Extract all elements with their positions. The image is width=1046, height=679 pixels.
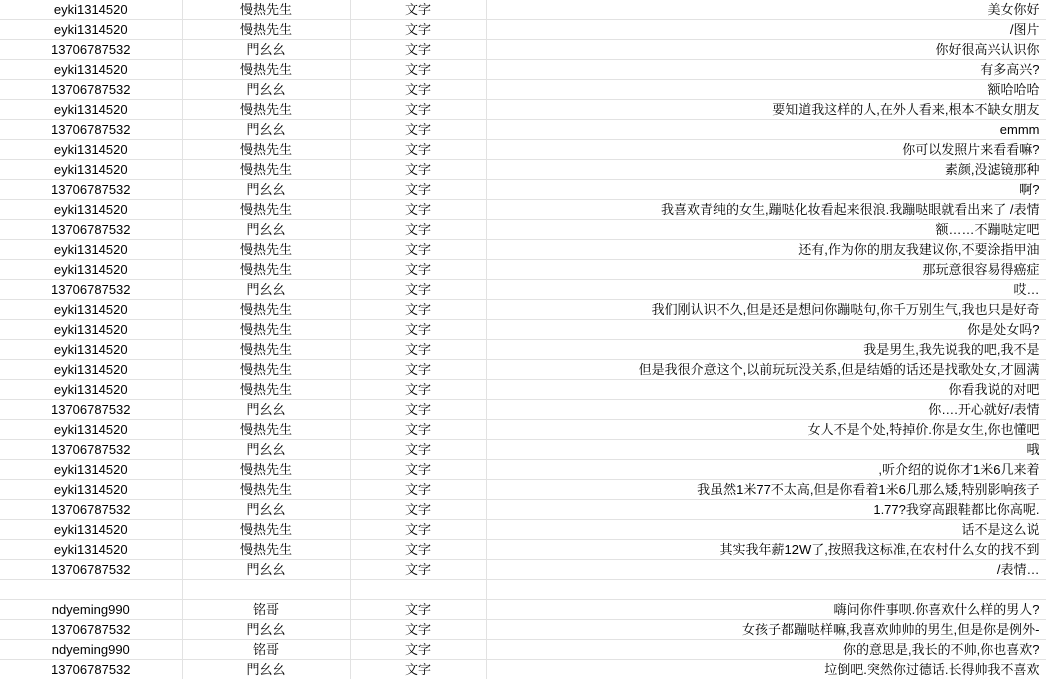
cell-account: 13706787532 bbox=[0, 40, 182, 60]
cell-account: eyki1314520 bbox=[0, 160, 182, 180]
cell-nickname: 慢热先生 bbox=[182, 60, 350, 80]
cell-message-type: 文字 bbox=[350, 360, 486, 380]
cell-message-type: 文字 bbox=[350, 500, 486, 520]
cell-message-type: 文字 bbox=[350, 140, 486, 160]
table-row bbox=[0, 660, 1046, 679]
cell-message: 你….开心就好/表情 bbox=[486, 400, 1046, 420]
cell-message: 女人不是个处,特掉价.你是女生,你也懂吧 bbox=[486, 420, 1046, 440]
cell-nickname: 門幺幺 bbox=[182, 500, 350, 520]
cell-message: 素颜,没滤镜那种 bbox=[486, 160, 1046, 180]
table-row bbox=[0, 500, 1046, 520]
cell-nickname bbox=[182, 580, 350, 600]
cell-nickname: 慢热先生 bbox=[182, 340, 350, 360]
table-row bbox=[0, 380, 1046, 400]
cell-account: eyki1314520 bbox=[0, 0, 182, 20]
cell-nickname: 慢热先生 bbox=[182, 420, 350, 440]
table-row bbox=[0, 400, 1046, 420]
cell-message: /表情… bbox=[486, 560, 1046, 580]
cell-account: eyki1314520 bbox=[0, 240, 182, 260]
cell-message: 有多高兴? bbox=[486, 60, 1046, 80]
cell-message: 女孩子都蹦哒样嘛,我喜欢帅帅的男生,但是你是例外- bbox=[486, 620, 1046, 640]
cell-message-type: 文字 bbox=[350, 160, 486, 180]
table-row bbox=[0, 80, 1046, 100]
cell-account: eyki1314520 bbox=[0, 460, 182, 480]
cell-message: 话不是这么说 bbox=[486, 520, 1046, 540]
cell-message-type bbox=[350, 580, 486, 600]
cell-nickname: 铭哥 bbox=[182, 640, 350, 660]
cell-nickname: 慢热先生 bbox=[182, 240, 350, 260]
cell-message-type: 文字 bbox=[350, 400, 486, 420]
cell-account: eyki1314520 bbox=[0, 300, 182, 320]
cell-message bbox=[486, 580, 1046, 600]
cell-message: 嗨问你件事呗.你喜欢什么样的男人? bbox=[486, 600, 1046, 620]
table-row bbox=[0, 460, 1046, 480]
table-row bbox=[0, 220, 1046, 240]
cell-account: eyki1314520 bbox=[0, 540, 182, 560]
cell-nickname: 慢热先生 bbox=[182, 200, 350, 220]
cell-nickname: 門幺幺 bbox=[182, 620, 350, 640]
cell-account: 13706787532 bbox=[0, 180, 182, 200]
cell-message: 垃倒吧.突然你过德话.长得帅我不喜欢 bbox=[486, 660, 1046, 679]
cell-message-type: 文字 bbox=[350, 560, 486, 580]
cell-message-type: 文字 bbox=[350, 240, 486, 260]
cell-message: 但是我很介意这个,以前玩玩没关系,但是结婚的话还是找歌处女,才圆满 bbox=[486, 360, 1046, 380]
cell-nickname: 慢热先生 bbox=[182, 260, 350, 280]
table-row bbox=[0, 120, 1046, 140]
cell-nickname: 門幺幺 bbox=[182, 400, 350, 420]
cell-account: eyki1314520 bbox=[0, 360, 182, 380]
cell-account: eyki1314520 bbox=[0, 60, 182, 80]
cell-nickname: 門幺幺 bbox=[182, 80, 350, 100]
cell-message: 你好很高兴认识你 bbox=[486, 40, 1046, 60]
cell-account: ndyeming990 bbox=[0, 600, 182, 620]
cell-message-type: 文字 bbox=[350, 380, 486, 400]
cell-nickname: 慢热先生 bbox=[182, 160, 350, 180]
cell-nickname: 慢热先生 bbox=[182, 520, 350, 540]
table-row bbox=[0, 440, 1046, 460]
table-row bbox=[0, 180, 1046, 200]
cell-message-type: 文字 bbox=[350, 340, 486, 360]
table-row bbox=[0, 280, 1046, 300]
table-row bbox=[0, 360, 1046, 380]
cell-account: eyki1314520 bbox=[0, 380, 182, 400]
cell-nickname: 慢热先生 bbox=[182, 20, 350, 40]
table-row bbox=[0, 560, 1046, 580]
cell-message: 哦 bbox=[486, 440, 1046, 460]
cell-nickname: 慢热先生 bbox=[182, 320, 350, 340]
cell-account: eyki1314520 bbox=[0, 520, 182, 540]
cell-message: 额哈哈哈 bbox=[486, 80, 1046, 100]
cell-message: 哎… bbox=[486, 280, 1046, 300]
cell-account: eyki1314520 bbox=[0, 20, 182, 40]
cell-nickname: 慢热先生 bbox=[182, 540, 350, 560]
cell-account bbox=[0, 580, 182, 600]
cell-message-type: 文字 bbox=[350, 600, 486, 620]
table-row bbox=[0, 420, 1046, 440]
cell-account: 13706787532 bbox=[0, 660, 182, 679]
table-row bbox=[0, 340, 1046, 360]
cell-account: eyki1314520 bbox=[0, 140, 182, 160]
cell-message-type: 文字 bbox=[350, 0, 486, 20]
cell-nickname: 門幺幺 bbox=[182, 220, 350, 240]
cell-nickname: 門幺幺 bbox=[182, 40, 350, 60]
cell-message-type: 文字 bbox=[350, 80, 486, 100]
cell-message-type: 文字 bbox=[350, 540, 486, 560]
cell-message-type: 文字 bbox=[350, 300, 486, 320]
cell-account: eyki1314520 bbox=[0, 320, 182, 340]
cell-account: ndyeming990 bbox=[0, 640, 182, 660]
cell-account: eyki1314520 bbox=[0, 100, 182, 120]
table-row bbox=[0, 540, 1046, 560]
cell-account: 13706787532 bbox=[0, 440, 182, 460]
cell-nickname: 門幺幺 bbox=[182, 660, 350, 679]
cell-message-type: 文字 bbox=[350, 640, 486, 660]
cell-message: /图片 bbox=[486, 20, 1046, 40]
cell-message-type: 文字 bbox=[350, 420, 486, 440]
cell-account: eyki1314520 bbox=[0, 420, 182, 440]
cell-message: 那玩意很容易得癌症 bbox=[486, 260, 1046, 280]
table-row bbox=[0, 640, 1046, 660]
cell-message-type: 文字 bbox=[350, 40, 486, 60]
table-row bbox=[0, 520, 1046, 540]
cell-message: 其实我年薪12W了,按照我这标准,在农村什么女的找不到 bbox=[486, 540, 1046, 560]
cell-nickname: 門幺幺 bbox=[182, 280, 350, 300]
cell-message: 我虽然1米77不太高,但是你看着1米6几那么矮,特别影响孩子 bbox=[486, 480, 1046, 500]
cell-message-type: 文字 bbox=[350, 460, 486, 480]
table-row bbox=[0, 140, 1046, 160]
cell-account: 13706787532 bbox=[0, 560, 182, 580]
cell-account: 13706787532 bbox=[0, 500, 182, 520]
cell-message-type: 文字 bbox=[350, 200, 486, 220]
cell-nickname: 铭哥 bbox=[182, 600, 350, 620]
cell-message: 你看我说的对吧 bbox=[486, 380, 1046, 400]
cell-message: 要知道我这样的人,在外人看来,根本不缺女朋友 bbox=[486, 100, 1046, 120]
table-row bbox=[0, 240, 1046, 260]
cell-account: eyki1314520 bbox=[0, 480, 182, 500]
cell-nickname: 慢热先生 bbox=[182, 0, 350, 20]
cell-account: 13706787532 bbox=[0, 620, 182, 640]
cell-account: eyki1314520 bbox=[0, 340, 182, 360]
cell-account: 13706787532 bbox=[0, 80, 182, 100]
cell-account: 13706787532 bbox=[0, 120, 182, 140]
cell-message: 啊? bbox=[486, 180, 1046, 200]
table-row bbox=[0, 20, 1046, 40]
cell-message: 我是男生,我先说我的吧,我不是 bbox=[486, 340, 1046, 360]
cell-nickname: 慢热先生 bbox=[182, 460, 350, 480]
cell-message-type: 文字 bbox=[350, 320, 486, 340]
cell-nickname: 門幺幺 bbox=[182, 180, 350, 200]
table-row bbox=[0, 320, 1046, 340]
cell-message-type: 文字 bbox=[350, 220, 486, 240]
table-row bbox=[0, 160, 1046, 180]
cell-message-type: 文字 bbox=[350, 260, 486, 280]
table-row bbox=[0, 40, 1046, 60]
cell-message: emmm bbox=[486, 120, 1046, 140]
cell-message-type: 文字 bbox=[350, 280, 486, 300]
cell-account: 13706787532 bbox=[0, 400, 182, 420]
cell-account: 13706787532 bbox=[0, 220, 182, 240]
cell-message-type: 文字 bbox=[350, 60, 486, 80]
table-row bbox=[0, 620, 1046, 640]
cell-nickname: 慢热先生 bbox=[182, 100, 350, 120]
cell-message: 你的意思是,我长的不帅,你也喜欢? bbox=[486, 640, 1046, 660]
cell-account: 13706787532 bbox=[0, 280, 182, 300]
cell-nickname: 慢热先生 bbox=[182, 380, 350, 400]
cell-message-type: 文字 bbox=[350, 520, 486, 540]
cell-message: 我们刚认识不久,但是还是想问你蹦哒句,你千万别生气,我也只是好奇 bbox=[486, 300, 1046, 320]
cell-message-type: 文字 bbox=[350, 480, 486, 500]
table-row bbox=[0, 600, 1046, 620]
cell-message: 还有,作为你的朋友我建议你,不要涂指甲油 bbox=[486, 240, 1046, 260]
cell-message-type: 文字 bbox=[350, 620, 486, 640]
cell-message: ,听介绍的说你才1米6几来着 bbox=[486, 460, 1046, 480]
table-row bbox=[0, 0, 1046, 20]
cell-message-type: 文字 bbox=[350, 440, 486, 460]
table-row bbox=[0, 200, 1046, 220]
cell-nickname: 慢热先生 bbox=[182, 300, 350, 320]
cell-message-type: 文字 bbox=[350, 100, 486, 120]
table-row bbox=[0, 480, 1046, 500]
cell-nickname: 慢热先生 bbox=[182, 360, 350, 380]
cell-message-type: 文字 bbox=[350, 180, 486, 200]
cell-message-type: 文字 bbox=[350, 120, 486, 140]
table-row bbox=[0, 100, 1046, 120]
table-row bbox=[0, 260, 1046, 280]
cell-message: 额……不蹦哒定吧 bbox=[486, 220, 1046, 240]
cell-nickname: 慢热先生 bbox=[182, 140, 350, 160]
cell-message: 1.77?我穿高跟鞋都比你高呢. bbox=[486, 500, 1046, 520]
cell-nickname: 慢热先生 bbox=[182, 480, 350, 500]
table-row-spacer bbox=[0, 580, 1046, 600]
cell-nickname: 門幺幺 bbox=[182, 560, 350, 580]
cell-account: eyki1314520 bbox=[0, 200, 182, 220]
cell-nickname: 門幺幺 bbox=[182, 440, 350, 460]
cell-account: eyki1314520 bbox=[0, 260, 182, 280]
table-row bbox=[0, 300, 1046, 320]
cell-nickname: 門幺幺 bbox=[182, 120, 350, 140]
cell-message: 你是处女吗? bbox=[486, 320, 1046, 340]
cell-message: 你可以发照片来看看嘛? bbox=[486, 140, 1046, 160]
cell-message: 我喜欢青纯的女生,蹦哒化妆看起来很浪.我蹦哒眼就看出来了 /表情 bbox=[486, 200, 1046, 220]
cell-message-type: 文字 bbox=[350, 20, 486, 40]
cell-message: 美女你好 bbox=[486, 0, 1046, 20]
table-row bbox=[0, 60, 1046, 80]
cell-message-type: 文字 bbox=[350, 660, 486, 679]
